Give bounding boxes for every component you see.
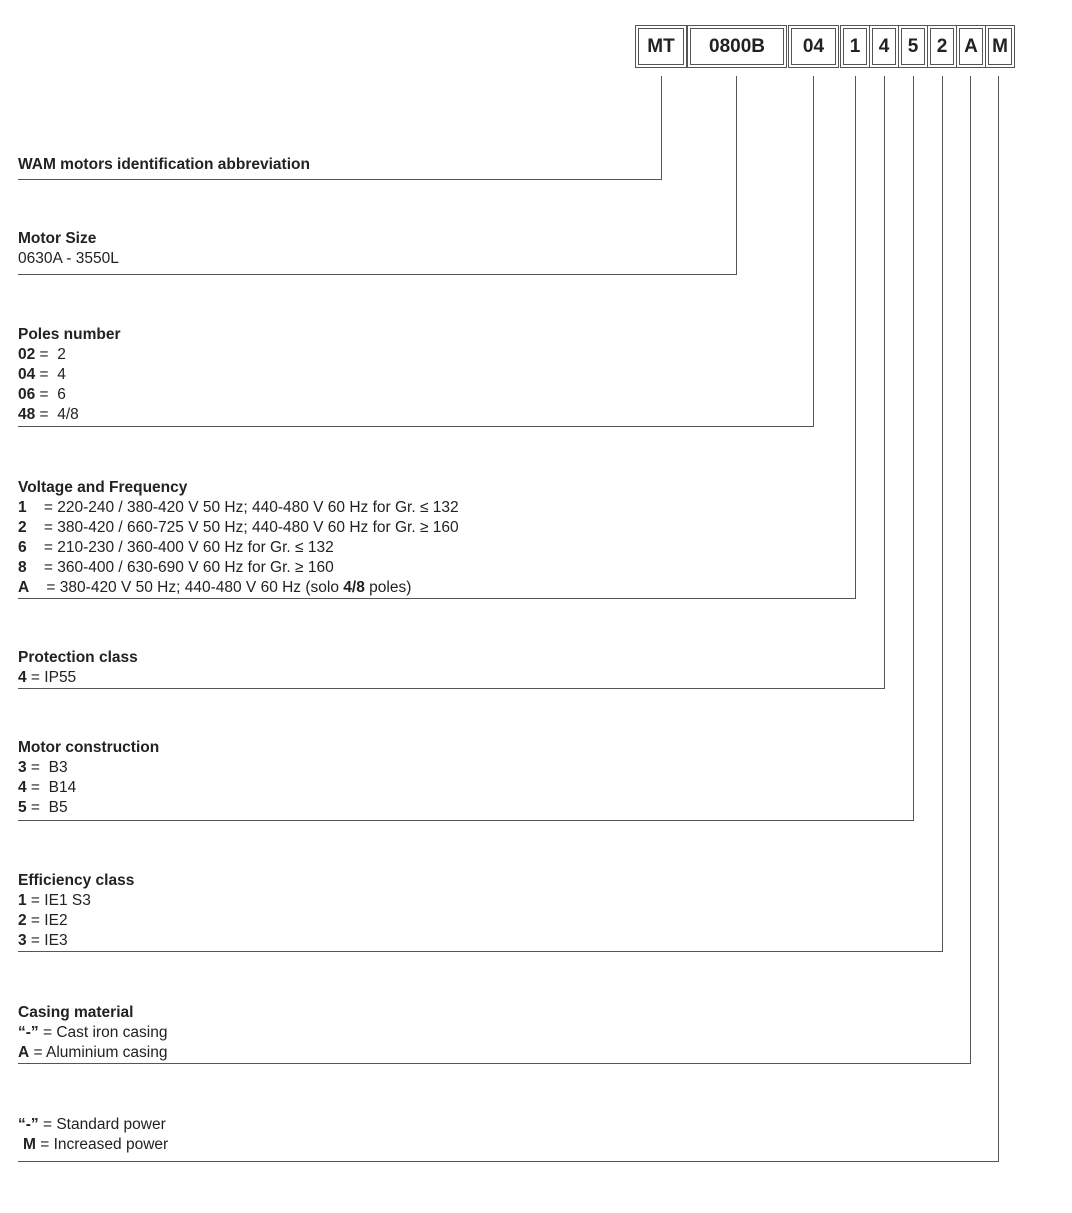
option-key: 48 [18,406,36,423]
connector-vertical [913,76,914,821]
code-box-size: 0800B [690,28,784,65]
connector-horizontal [18,1063,971,1064]
section-rows [18,249,119,269]
code-box-efficiency: 2 [930,28,954,65]
option-key: 3 [18,759,27,776]
option-row [18,558,459,578]
option-text: IE2 [44,912,68,929]
section-motor-construction [18,738,159,818]
option-row [18,405,121,425]
connector-horizontal [18,820,914,821]
option-key: 3 [18,932,27,949]
section-title: WAM motors identification abbreviation [18,156,310,173]
option-row [18,498,459,518]
connector-vertical [855,76,856,599]
option-separator: = [29,1044,47,1061]
code-box-poles: 04 [791,28,836,65]
option-key: 2 [18,912,27,929]
connector-vertical [942,76,943,952]
option-row [18,578,459,598]
section-protection-class [18,648,138,688]
option-separator: = [26,932,45,949]
section-power [18,1115,168,1155]
option-row [18,538,459,558]
option-separator: = [29,579,60,596]
option-text: Cast iron casing [56,1024,168,1041]
option-key: M [23,1136,36,1153]
connector-vertical [884,76,885,689]
option-separator: = [26,779,49,796]
option-text: B14 [48,779,77,796]
option-key: 6 [18,539,27,556]
section-title: Efficiency class [18,872,135,889]
option-text-tail: poles) [364,579,412,596]
section-title: Motor Size [18,230,97,247]
section-rows [18,891,134,951]
option-text: Increased power [53,1136,169,1153]
option-text: Aluminium casing [46,1044,168,1061]
option-row [18,249,119,269]
connector-vertical [813,76,814,427]
option-separator: = [26,559,58,576]
section-rows [18,668,138,688]
option-key: 4 [18,779,27,796]
code-box-power: M [988,28,1012,65]
section-casing-material [18,1003,167,1063]
section-title: Protection class [18,649,138,666]
option-text: IP55 [44,669,77,686]
section-motor-size [18,229,119,269]
option-text: 6 [52,386,66,403]
connector-vertical [970,76,971,1064]
option-separator: = [26,912,45,929]
option-key: A [18,579,30,596]
section-identification [18,155,310,175]
option-separator: = [26,759,49,776]
section-title: Motor construction [18,739,160,756]
option-key: 04 [18,366,36,383]
option-key: 02 [18,346,36,363]
option-separator: = [35,1136,54,1153]
section-rows [18,498,459,598]
section-title: Casing material [18,1004,134,1021]
option-key: 4 [18,669,27,686]
option-row [18,1135,168,1155]
option-separator: = [38,1024,57,1041]
connector-horizontal [18,1161,999,1162]
option-separator: = [26,892,45,909]
code-box-casing: A [959,28,983,65]
code-box-voltage: 1 [843,28,867,65]
option-text: 4 [52,366,66,383]
option-text: 360-400 / 630-690 V 60 Hz for Gr. ≥ 160 [57,559,334,576]
section-voltage-frequency [18,478,459,598]
connector-horizontal [18,598,856,599]
option-separator: = [35,346,53,363]
connector-horizontal [18,951,943,952]
option-text-bold: 4/8 [343,579,365,596]
option-text: 220-240 / 380-420 V 50 Hz; 440-480 V 60 Hz for Gr. ≤ 132 [57,499,459,516]
option-text: 380-420 / 660-725 V 50 Hz; 440-480 V 60 Hz for Gr. ≥ 160 [57,519,459,536]
connector-horizontal [18,426,814,427]
option-text: B5 [48,799,68,816]
connector-horizontal [18,274,737,275]
option-row [18,798,159,818]
option-text: 2 [52,346,66,363]
section-poles-number [18,325,121,425]
option-text: IE1 S3 [44,892,91,909]
option-separator: = [26,499,58,516]
option-separator: = [35,386,53,403]
option-key: A [18,1044,30,1061]
option-row [18,931,134,951]
option-key: “-” [18,1116,39,1133]
connector-vertical [661,76,662,180]
option-text: 0630A - 3550L [18,250,119,267]
option-row [18,1043,167,1063]
section-efficiency-class [18,871,134,951]
option-separator: = [38,1116,57,1133]
option-key: “-” [18,1024,39,1041]
section-title: Poles number [18,326,121,343]
option-text: 210-230 / 360-400 V 60 Hz for Gr. ≤ 132 [57,539,334,556]
option-row [18,891,134,911]
connector-vertical [998,76,999,1162]
option-row [18,385,121,405]
option-text: B3 [48,759,68,776]
connector-vertical [736,76,737,275]
option-text: IE3 [44,932,68,949]
section-rows [18,345,121,425]
option-row [18,1115,168,1135]
option-row [18,1023,167,1043]
option-key: 1 [18,892,27,909]
option-key: 06 [18,386,36,403]
code-box-mt: MT [638,28,684,65]
option-row [18,365,121,385]
option-separator: = [26,519,58,536]
section-rows [18,1115,168,1155]
connector-horizontal [18,179,662,180]
option-text: Standard power [56,1116,166,1133]
connector-horizontal [18,688,885,689]
section-rows [18,1023,167,1063]
section-title: Voltage and Frequency [18,479,188,496]
option-row [18,668,138,688]
option-separator: = [35,366,53,383]
option-key: 2 [18,519,27,536]
option-separator: = [35,406,53,423]
option-separator: = [26,539,58,556]
code-box-construction: 5 [901,28,925,65]
option-separator: = [26,799,49,816]
option-row [18,758,159,778]
section-rows [18,758,159,818]
option-key: 8 [18,559,27,576]
option-key: 5 [18,799,27,816]
option-row [18,778,159,798]
option-row [18,518,459,538]
option-row [18,345,121,365]
option-text: 4/8 [52,406,79,423]
code-box-protection: 4 [872,28,896,65]
option-text: 380-420 V 50 Hz; 440-480 V 60 Hz (solo [59,579,344,596]
option-row [18,911,134,931]
option-key: 1 [18,499,27,516]
option-separator: = [26,669,45,686]
